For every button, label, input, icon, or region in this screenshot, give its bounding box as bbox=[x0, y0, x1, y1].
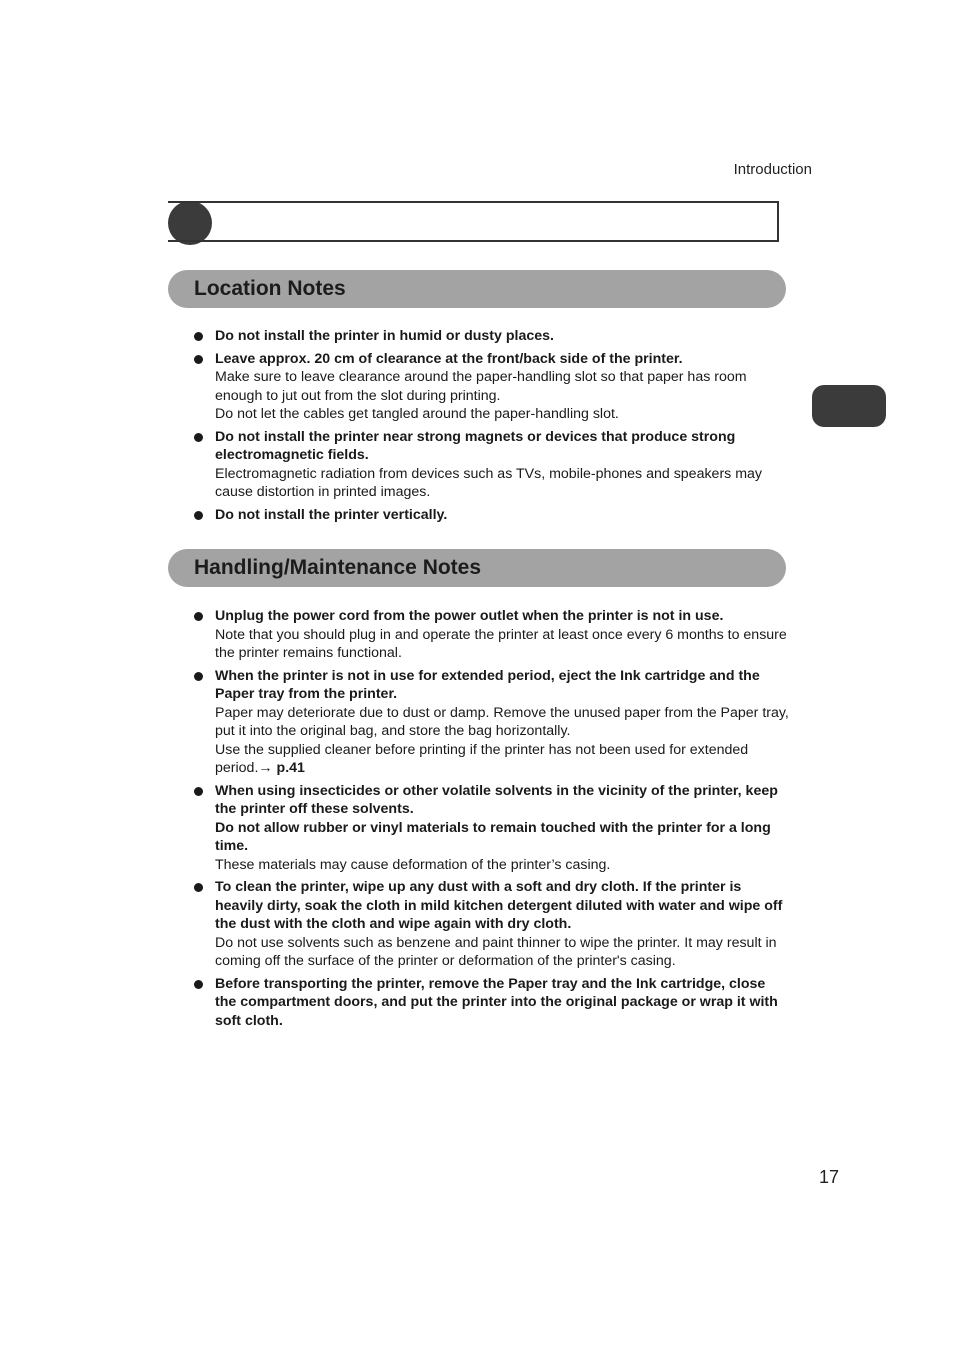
bullet-icon bbox=[194, 980, 203, 989]
chapter-side-tab bbox=[812, 385, 886, 427]
section-title: Handling/Maintenance Notes bbox=[194, 556, 482, 579]
note-text: Do not use solvents such as benzene and paint thinner to wipe the printer. It may result in coming off the surface of the printer or deformation of the printer's casing. bbox=[215, 934, 777, 969]
note-heading: Do not allow rubber or vinyl materials to remain touched with the printer for a long time. bbox=[215, 819, 771, 854]
section-title: Location Notes bbox=[194, 277, 346, 300]
arrow-icon: → bbox=[258, 760, 273, 776]
note-text: These materials may cause deformation of the printer’s casing. bbox=[215, 856, 611, 873]
list-item bbox=[193, 506, 790, 525]
list-item bbox=[193, 975, 790, 1031]
note-heading: Unplug the power cord from the power outlet when the printer is not in use. bbox=[215, 608, 724, 624]
list-item bbox=[193, 667, 790, 778]
list-item bbox=[193, 782, 790, 875]
note-heading: When using insecticides or other volatile solvents in the vicinity of the printer, keep the printer off these solvents. bbox=[215, 782, 778, 817]
note-text: Make sure to leave clearance around the paper-handling slot so that paper has room enough to jut out from the slot during printing. bbox=[215, 369, 747, 404]
list-item bbox=[193, 428, 790, 502]
bullet-icon bbox=[194, 787, 203, 796]
bullet-icon bbox=[194, 355, 203, 364]
bullet-icon bbox=[194, 511, 203, 520]
note-text: Note that you should plug in and operate the printer at least once every 6 months to ensure the printer remains functional. bbox=[215, 626, 787, 661]
handling-notes-list bbox=[193, 607, 790, 1034]
bullet-icon bbox=[194, 332, 203, 341]
note-heading: Do not install the printer in humid or dusty places. bbox=[215, 328, 554, 344]
note-heading: Before transporting the printer, remove the Paper tray and the Ink cartridge, close the compartment doors, and put the printer into the original package or wrap it with soft cloth. bbox=[215, 975, 778, 1029]
bullet-icon bbox=[194, 883, 203, 892]
bullet-icon bbox=[194, 672, 203, 681]
list-item bbox=[193, 607, 790, 663]
bullet-icon bbox=[194, 433, 203, 442]
running-header: Introduction bbox=[733, 161, 812, 178]
handling-notes-header bbox=[168, 549, 786, 587]
note-text: Paper may deteriorate due to dust or damp. Remove the unused paper from the Paper tray, put it into the original bag, and store the bag horizontally. bbox=[215, 704, 789, 739]
note-heading: When the printer is not in use for extended period, eject the Ink cartridge and the Paper tray from the printer. bbox=[215, 667, 760, 702]
note-heading: To clean the printer, wipe up any dust with a soft and dry cloth. If the printer is heavily dirty, soak the cloth in mild kitchen detergent diluted with water and wipe off the dust with the cloth and wipe again with dry cloth. bbox=[215, 879, 783, 932]
note-text-body: Use the supplied cleaner before printing if the printer has not been used for extended period. bbox=[215, 741, 749, 776]
note-heading: Do not install the printer vertically. bbox=[215, 506, 448, 523]
location-notes-header bbox=[168, 270, 786, 308]
page-reference-link[interactable]: p.41 bbox=[276, 760, 305, 776]
chapter-title-frame bbox=[168, 201, 779, 242]
location-notes-list bbox=[193, 327, 790, 528]
note-heading: Leave approx. 20 cm of clearance at the front/back side of the printer. bbox=[215, 350, 683, 367]
list-item bbox=[193, 350, 790, 424]
bullet-icon bbox=[194, 612, 203, 621]
note-heading: Do not install the printer near strong magnets or devices that produce strong electromagnetic fields. bbox=[215, 428, 736, 463]
note-text bbox=[215, 741, 790, 778]
list-item bbox=[193, 327, 790, 346]
note-text: Do not let the cables get tangled around the paper-handling slot. bbox=[215, 406, 619, 422]
list-item bbox=[193, 878, 790, 971]
note-text: Electromagnetic radiation from devices such as TVs, mobile-phones and speakers may cause distortion in printed images. bbox=[215, 465, 763, 500]
page-number: 17 bbox=[818, 1167, 839, 1187]
